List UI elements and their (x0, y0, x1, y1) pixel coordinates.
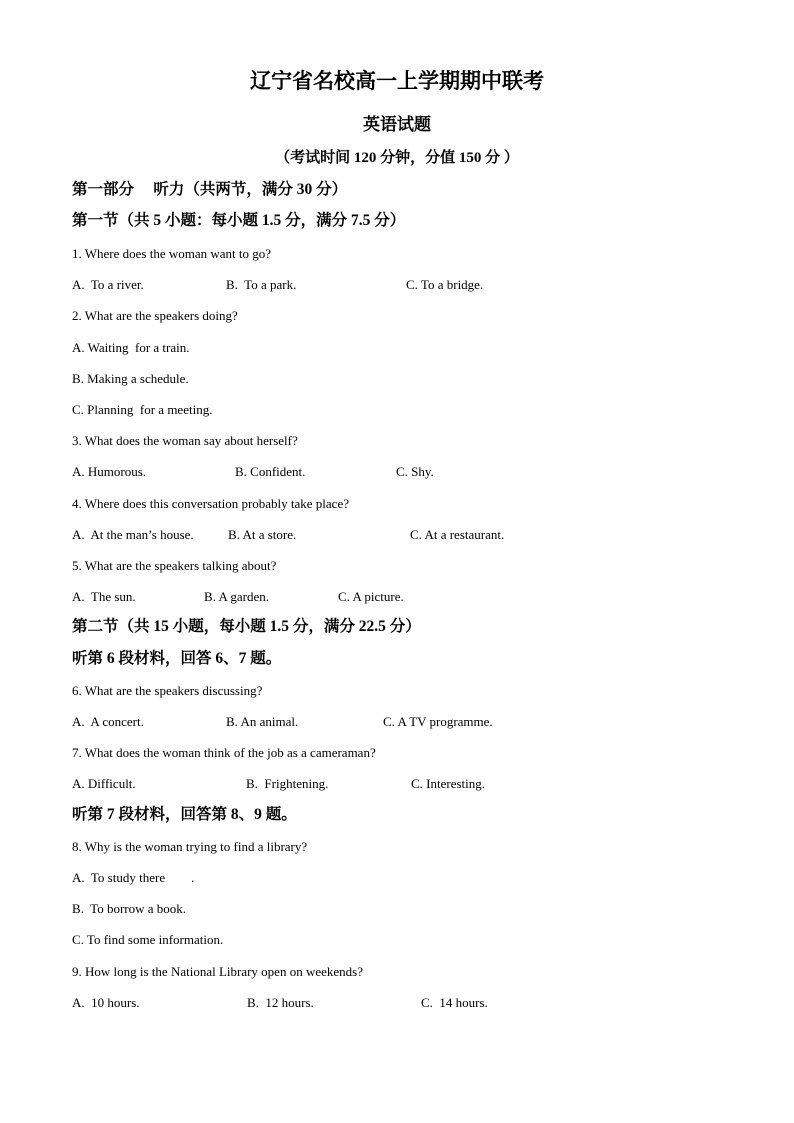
question-4-option-a: A. At the man’s house. (72, 527, 194, 542)
question-8-option-a: A. To study there . (72, 870, 195, 885)
material-6-heading: 听第 6 段材料，回答 6、7 题。 (72, 650, 282, 667)
section1-heading: 第一节（共 5 小题：每小题 1.5 分，满分 7.5 分） (72, 212, 406, 229)
question-5-option-b: B. A garden. (204, 589, 269, 604)
question-5-option-c: C. A picture. (338, 589, 404, 604)
page-title: 辽宁省名校高一上学期期中联考 (250, 69, 544, 93)
page-subtitle: 英语试题 (363, 115, 431, 134)
question-9-option-c: C. 14 hours. (421, 995, 488, 1010)
question-1-option-c: C. To a bridge. (406, 277, 484, 292)
question-6-option-a: A. A concert. (72, 714, 144, 729)
question-9-option-b: B. 12 hours. (247, 995, 314, 1010)
question-1-option-b: B. To a park. (226, 277, 297, 292)
question-8-option-b: B. To borrow a book. (72, 901, 187, 916)
question-9-option-a: A. 10 hours. (72, 995, 140, 1010)
question-6-option-b: B. An animal. (226, 714, 299, 729)
question-2-option-a: A. Waiting for a train. (72, 340, 190, 355)
question-6-stem: 6. What are the speakers discussing? (72, 683, 263, 698)
question-8-stem: 8. Why is the woman trying to find a library? (72, 839, 308, 854)
material-7-heading: 听第 7 段材料，回答第 8、9 题。 (72, 806, 297, 823)
question-7-option-b: B. Frightening. (246, 776, 329, 791)
question-3-option-a: A. Humorous. (72, 464, 147, 479)
question-4-option-b: B. At a store. (228, 527, 297, 542)
question-4-option-c: C. At a restaurant. (410, 527, 505, 542)
question-8-option-c: C. To find some information. (72, 932, 224, 947)
question-2-option-c: C. Planning for a meeting. (72, 402, 213, 417)
question-3-option-c: C. Shy. (396, 464, 434, 479)
question-1-option-a: A. To a river. (72, 277, 144, 292)
question-7-option-a: A. Difficult. (72, 776, 136, 791)
question-4-stem: 4. Where does this conversation probably take place? (72, 496, 349, 511)
question-5-stem: 5. What are the speakers talking about? (72, 558, 277, 573)
question-9-stem: 9. How long is the National Library open on weekends? (72, 964, 363, 979)
question-5-option-a: A. The sun. (72, 589, 136, 604)
question-1-stem: 1. Where does the woman want to go? (72, 246, 272, 261)
question-7-option-c: C. Interesting. (411, 776, 486, 791)
question-3-option-b: B. Confident. (235, 464, 306, 479)
question-2-stem: 2. What are the speakers doing? (72, 308, 238, 323)
question-2-option-b: B. Making a schedule. (72, 371, 189, 386)
question-3-stem: 3. What does the woman say about herself? (72, 433, 298, 448)
question-7-stem: 7. What does the woman think of the job as a cameraman? (72, 745, 376, 760)
exam-info: （考试时间 120 分钟，分值 150 分 ） (275, 150, 519, 166)
part1-heading: 第一部分 听力（共两节，满分 30 分） (72, 181, 348, 198)
question-6-option-c: C. A TV programme. (383, 714, 493, 729)
section2-heading: 第二节（共 15 小题，每小题 1.5 分，满分 22.5 分） (72, 618, 421, 635)
